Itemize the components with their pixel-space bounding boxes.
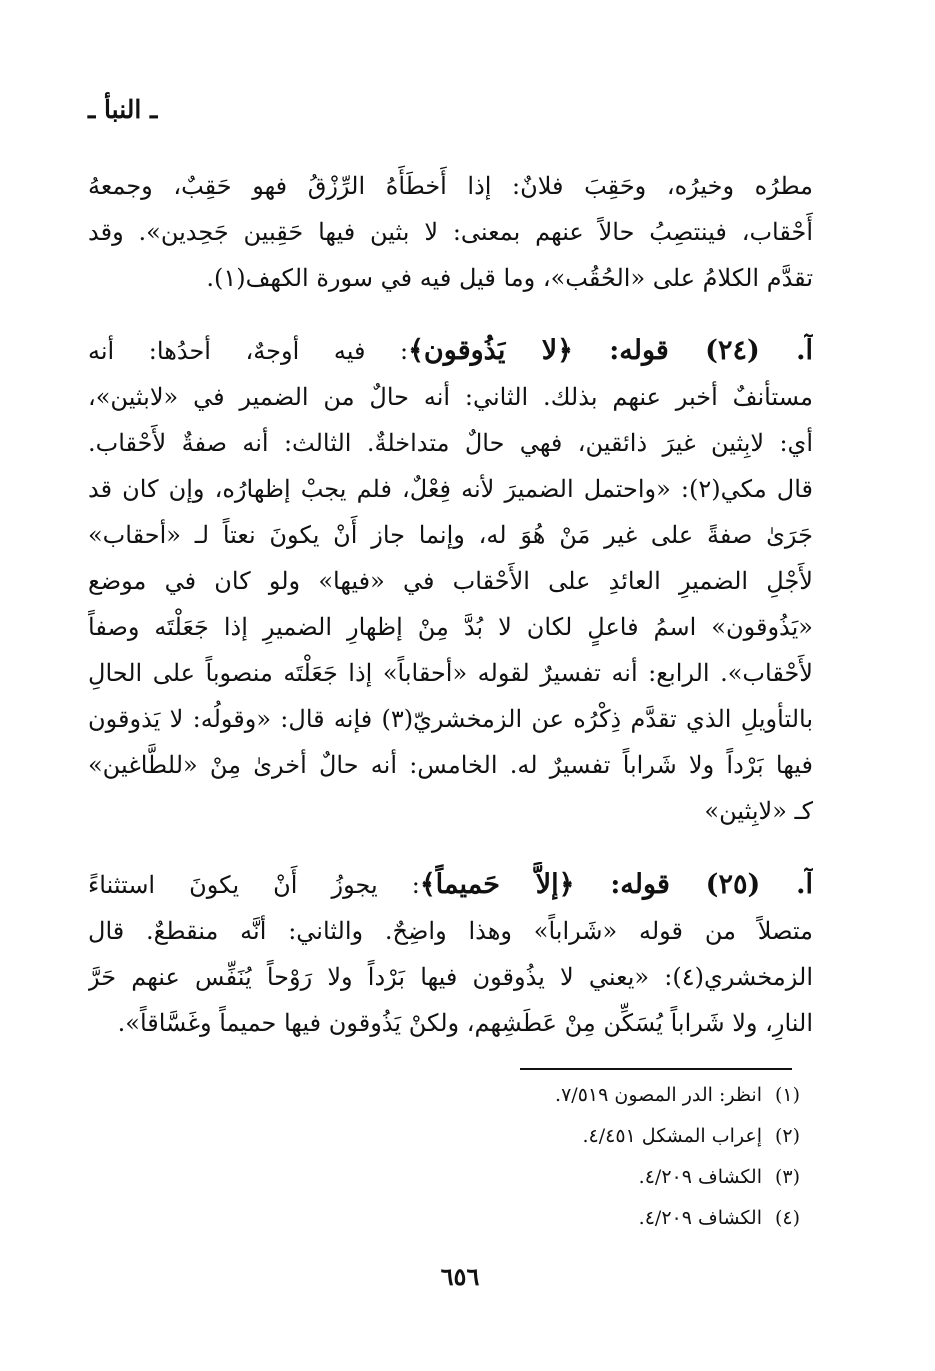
verse-number-label: آ. (٢٥) قوله: [574,869,813,900]
text-line: أَحْقاب، فينتصِبُ حالاً عنهم بمعنى: لا بثين فيها حَقِبين جَحِدين». وقد [88,218,813,246]
paragraph-verse-24 [88,328,813,834]
text-line: مطرُه وخيرُه، وحَقِبَ فلانٌ: إذا أَخطَأَهُ الرِّزْقُ فهو حَقِبٌ، وجمعهُ [88,172,813,200]
footnote-number: (٣) [774,1166,800,1188]
quran-verse: ﴿إلاَّ حَميماً﴾ [419,869,575,900]
paragraph-verse-25 [88,862,813,1046]
text-line: لأَحْقاب». الرابع: أنه تفسيرٌ لقوله «أحقاباً» إذا جَعَلْتَه منصوباً على الحالِ [88,659,813,687]
page-number: ٦٥٦ [440,1262,480,1291]
footnote-number: (١) [774,1084,800,1106]
footnotes [300,1075,800,1239]
verse-heading-line [88,328,813,374]
quran-verse: ﴿لا يَذُوقون﴾ [408,335,573,366]
footnote-separator [520,1068,792,1070]
text-line: تقدَّم الكلامُ على «الحُقُب»، وما قيل فيه في سورة الكهف(١). [206,264,813,292]
footnote-text: الكشاف ٤/٢٠٩. [638,1166,762,1188]
footnote-item [300,1198,800,1239]
text-line: أي: لابِثين غيرَ ذائقين، فهي حالٌ متداخلةٌ. الثالث: أنه صفةٌ لأَحْقاب. [88,429,813,457]
verse-heading-line [88,862,813,908]
text-line: «يَذُوقون» اسمُ فاعلٍ لكان لا بُدَّ مِنْ إظهارِ الضميرِ إذا جَعَلْتَه وصفاً [88,613,813,641]
footnote-text: إعراب المشكل ٤/٤٥١. [582,1125,762,1147]
footnote-item [300,1157,800,1198]
text-line: جَرَىٰ صفةً على غير مَنْ هُوَ له، وإنما جاز أَنْ يكونَ نعتاً لـ «أحقاب» [88,521,813,549]
text-line: لأَجْلِ الضميرِ العائدِ على الأَحْقاب في «فيها» ولو كان في موضع [88,567,813,595]
text-line: مستأنفٌ أخبر عنهم بذلك. الثاني: أنه حالٌ من الضمير في «لابثين»، [88,383,813,411]
text-line: النارِ، ولا شَراباً يُسَكِّن مِنْ عَطَشِهم، ولكنْ يَذُوقون فيها حميماً وغَسَّاقاً». [117,1009,813,1037]
footnote-text: انظر: الدر المصون ٧/٥١٩. [555,1084,762,1106]
text-line: متصلاً من قوله «شَراباً» وهذا واضِحٌ. والثاني: أنَّه منقطعٌ. قال [88,917,813,945]
verse-number-label: آ. (٢٤) قوله: [572,335,813,366]
paragraph-1 [88,163,813,301]
text-line: بالتأويلِ الذي تقدَّم ذِكْرُه عن الزمخشريّ(٣) فإنه قال: «وقولُه: لا يَذوقون [88,705,813,733]
heading-continuation: : يجوزُ أَنْ يكونَ استثناءً [88,871,420,899]
text-line: كـ «لابِثين» [704,797,813,825]
text-line: فيها بَرْداً ولا شَراباً تفسيرٌ له. الخامس: أنه حالٌ أخرىٰ مِنْ «للطَّاغين» [88,751,813,779]
text-line: قال مكي(٢): «واحتمل الضميرَ لأنه فِعْلٌ، فلم يجبْ إظهارُه، وإن كان قد [88,475,813,503]
footnote-number: (٤) [774,1207,800,1229]
footnote-item [300,1116,800,1157]
footnote-item [300,1075,800,1116]
footnote-text: الكشاف ٤/٢٠٩. [638,1207,762,1229]
text-line: الزمخشري(٤): «يعني لا يذُوقون فيها بَرْداً ولا رَوْحاً يُنَفِّس عنهم حَرَّ [88,963,813,991]
footnote-number: (٢) [774,1125,800,1147]
running-head: ـ النبأ ـ [88,95,158,124]
heading-continuation: : فيه أوجهٌ، أحدُها: أنه [88,337,409,365]
